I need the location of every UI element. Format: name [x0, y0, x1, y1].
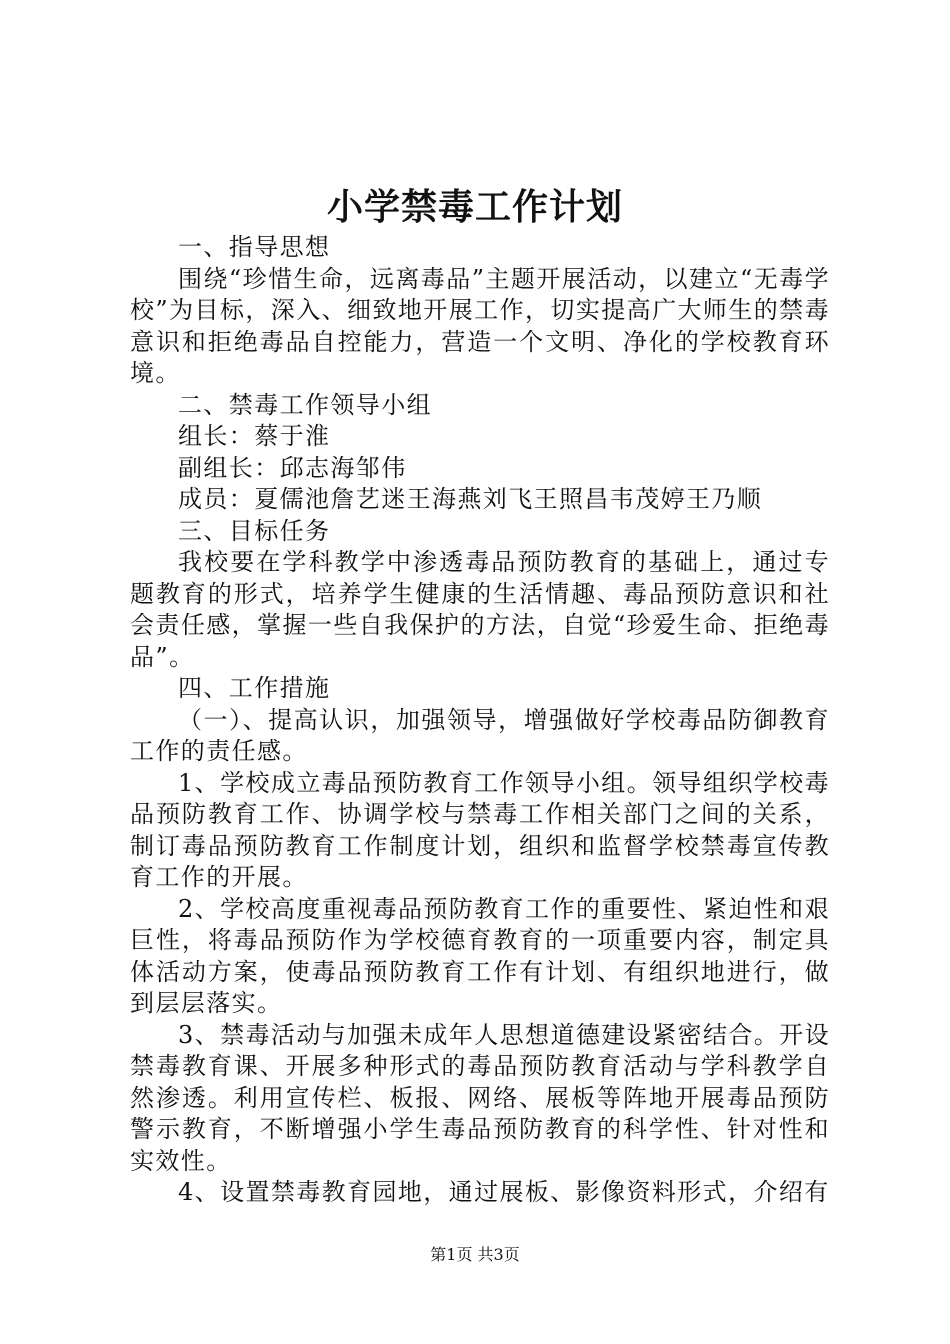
page-footer: 第1页 共3页 [430, 1245, 520, 1264]
group-leader-line: 组长：蔡于淮 [178, 422, 331, 450]
paragraph-guiding-thought: 围绕“珍惜生命，远离毒品”主题开展活动，以建立“无毒学校”为目标，深入、细致地开展工作，切实提高广大师生的禁毒意识和拒绝毒品自控能力，营造一个文明、净化的学校教育环境。 [130, 264, 830, 387]
paragraph-measure-1: 1、学校成立毒品预防教育工作领导小组。领导组织学校毒品预防教育工作、协调学校与禁毒工作相关部门之间的关系，制订毒品预防教育工作制度计划，组织和监督学校禁毒宣传教育工作的开展。 [130, 768, 830, 891]
subheading-measure-one: （一）、提高认识，加强领导，增强做好学校毒品防御教育工作的责任感。 [130, 705, 830, 765]
paragraph-measure-4: 4、设置禁毒教育园地，通过展板、影像资料形式，介绍有 [178, 1178, 830, 1206]
section-heading-measures: 四、工作措施 [178, 674, 331, 702]
section-heading-goals: 三、目标任务 [178, 516, 331, 545]
members-line: 成员：夏儒池詹艺迷王海燕刘飞王照昌韦茂婷王乃顺 [178, 485, 763, 513]
paragraph-goals: 我校要在学科教学中渗透毒品预防教育的基础上，通过专题教育的形式，培养学生健康的生活情趣、毒品预防意识和社会责任感，掌握一些自我保护的方法，自觉“珍爱生命、拒绝毒品”。 [130, 548, 830, 671]
deputy-leader-line: 副组长：邱志海邹伟 [178, 453, 407, 482]
document-body [130, 232, 830, 1209]
paragraph-measure-2: 2、学校高度重视毒品预防教育工作的重要性、紧迫性和艰巨性，将毒品预防作为学校德育教育的一项重要内容，制定具体活动方案，使毒品预防教育工作有计划、有组织地进行，做到层层落实。 [130, 894, 830, 1017]
section-heading-guiding-thought: 一、指导思想 [178, 233, 331, 261]
section-heading-leadership-group: 二、禁毒工作领导小组 [178, 390, 432, 419]
document-title: 小学禁毒工作计划 [326, 186, 623, 228]
paragraph-measure-3: 3、禁毒活动与加强未成年人思想道德建设紧密结合。开设禁毒教育课、开展多种形式的毒品预防教育活动与学科教学自然渗透。利用宣传栏、板报、网络、展板等阵地开展毒品预防警示教育，不断增强小学生毒品预防教育的科学性、针对性和实效性。 [130, 1020, 830, 1175]
